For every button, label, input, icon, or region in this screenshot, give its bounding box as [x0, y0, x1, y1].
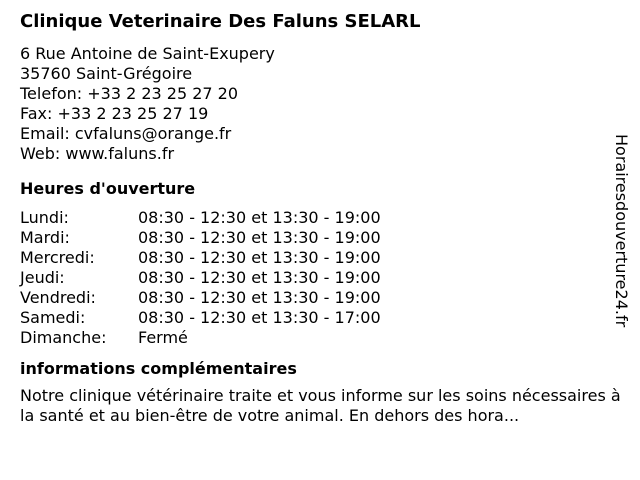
hours-time: Fermé	[138, 328, 188, 347]
hours-day: Jeudi:	[20, 268, 65, 287]
watermark-text: Horairesdouverture24.fr	[612, 134, 631, 328]
business-card	[20, 10, 620, 426]
hours-time: 08:30 - 12:30 et 13:30 - 19:00	[138, 248, 381, 267]
info-heading: informations complémentaires	[20, 359, 297, 378]
email-address: Email: cvfaluns@orange.fr	[20, 124, 232, 143]
hours-row	[20, 328, 620, 348]
hours-table	[20, 208, 620, 348]
hours-row	[20, 228, 620, 248]
info-description: Notre clinique vétérinaire traite et vous informe sur les soins nécessaires à la santé et au bien-être de votre animal. En dehors des hora...	[20, 386, 621, 425]
contact-block	[20, 44, 620, 164]
hours-day: Mardi:	[20, 228, 70, 247]
website: Web: www.faluns.fr	[20, 144, 175, 163]
hours-time: 08:30 - 12:30 et 13:30 - 17:00	[138, 308, 381, 327]
hours-time: 08:30 - 12:30 et 13:30 - 19:00	[138, 228, 381, 247]
hours-day: Samedi:	[20, 308, 86, 327]
address-city: 35760 Saint-Grégoire	[20, 64, 193, 83]
hours-row	[20, 268, 620, 288]
hours-row	[20, 208, 620, 228]
hours-day: Lundi:	[20, 208, 69, 227]
hours-heading: Heures d'ouverture	[20, 179, 196, 198]
hours-row	[20, 248, 620, 268]
address-street: 6 Rue Antoine de Saint-Exupery	[20, 44, 275, 63]
hours-row	[20, 308, 620, 328]
hours-time: 08:30 - 12:30 et 13:30 - 19:00	[138, 208, 381, 227]
business-name: Clinique Veterinaire Des Faluns SELARL	[20, 11, 421, 32]
fax-number: Fax: +33 2 23 25 27 19	[20, 104, 209, 123]
hours-day: Vendredi:	[20, 288, 96, 307]
hours-day: Mercredi:	[20, 248, 95, 267]
hours-time: 08:30 - 12:30 et 13:30 - 19:00	[138, 288, 381, 307]
hours-row	[20, 288, 620, 308]
phone-number: Telefon: +33 2 23 25 27 20	[20, 84, 239, 103]
hours-day: Dimanche:	[20, 328, 107, 347]
hours-time: 08:30 - 12:30 et 13:30 - 19:00	[138, 268, 381, 287]
